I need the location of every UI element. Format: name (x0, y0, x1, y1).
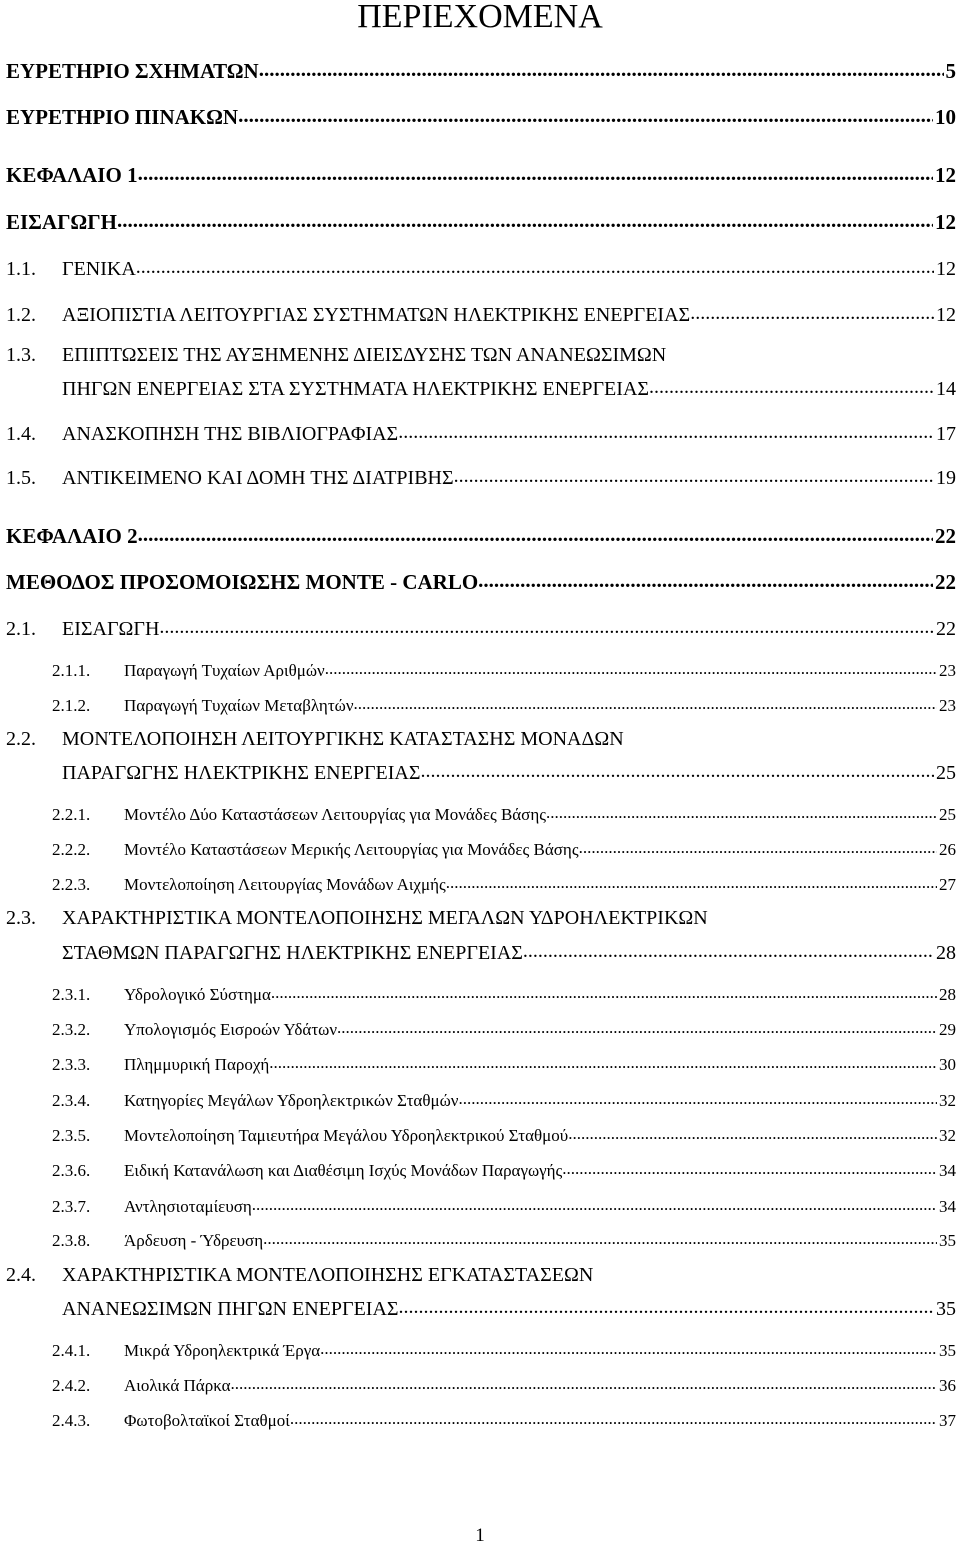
toc-entry-2-3-8[interactable] (52, 1229, 956, 1251)
toc-entry-page: 12 (936, 258, 956, 280)
toc-entry-text: ΑΝΤΙΚΕΙΜΕΝΟ ΚΑΙ ΔΟΜΗ ΤΗΣ ΔΙΑΤΡΙΒΗΣ (62, 467, 454, 489)
toc-leader-dots (562, 1159, 937, 1176)
toc-entry-text: Μικρά Υδροηλεκτρικά Έργα (124, 1341, 321, 1360)
toc-leader-dots (238, 103, 933, 124)
toc-entry-text: ΚΕΦΑΛΑΙΟ 1 (6, 163, 138, 187)
toc-entry-text: Μοντελοποίηση Ταμιευτήρα Μεγάλου Υδροηλεκτρικού Σταθμού (124, 1126, 569, 1145)
toc-entry-number: 2.4.1. (52, 1341, 91, 1360)
toc-entry-2-4-1[interactable] (52, 1339, 956, 1361)
toc-entry-number: 1.4. (6, 423, 36, 445)
toc-entry-number: 2.3.8. (52, 1231, 91, 1250)
toc-entry-text: ΕΥΡΕΤΗΡΙΟ ΣΧΗΜΑΤΩΝ (6, 59, 259, 83)
toc-entry-page: 32 (939, 1091, 956, 1110)
toc-entry-1-1[interactable] (6, 255, 956, 281)
toc-entry-page: 26 (939, 840, 956, 859)
toc-leader-dots (399, 1295, 934, 1315)
toc-entry-2-4-3[interactable] (52, 1409, 956, 1431)
toc-entry-2-2-3[interactable] (52, 873, 956, 895)
toc-entry-2-1[interactable] (6, 615, 956, 641)
toc-entry-1-3[interactable] (62, 375, 956, 401)
toc-entry-page: 37 (939, 1411, 956, 1430)
toc-entry-page: 32 (939, 1126, 956, 1145)
toc-leader-dots (337, 1018, 937, 1035)
toc-entry-text: ΑΝΑΝΕΩΣΙΜΩΝ ΠΗΓΩΝ ΕΝΕΡΓΕΙΑΣ (62, 1298, 399, 1320)
toc-entry-number: 1.1. (6, 258, 36, 280)
toc-entry-number: 2.3.7. (52, 1197, 91, 1216)
toc-entry-text: Μοντέλο Δύο Καταστάσεων Λειτουργίας για Μονάδες Βάσης (124, 805, 546, 824)
toc-leader-dots (259, 57, 944, 78)
toc-entry-page: 22 (935, 570, 956, 594)
toc-entry-page: 23 (939, 696, 956, 715)
toc-entry-page: 19 (936, 467, 956, 489)
toc-entry-2-3-3[interactable] (52, 1053, 956, 1075)
toc-entry-text: Φωτοβολταϊκοί Σταθμοί (124, 1411, 290, 1430)
toc-entry-1-5[interactable] (6, 464, 956, 490)
toc-entry-page: 35 (939, 1341, 956, 1360)
toc-entry-page: 14 (936, 378, 956, 400)
toc-entry-page: 27 (939, 875, 956, 894)
toc-entry-text: Παραγωγή Τυχαίων Αριθμών (124, 661, 325, 680)
toc-leader-dots (269, 1053, 937, 1070)
toc-entry-2-3-6[interactable] (52, 1159, 956, 1181)
toc-entry-page: 25 (939, 805, 956, 824)
toc-entry-2-4-2[interactable] (52, 1374, 956, 1396)
toc-entry-1-4[interactable] (6, 420, 956, 446)
toc-entry-text: ΠΑΡΑΓΩΓΗΣ ΗΛΕΚΤΡΙΚΗΣ ΕΝΕΡΓΕΙΑΣ (62, 762, 421, 784)
toc-entry-number: 2.4. (6, 1264, 36, 1286)
toc-entry-page: 12 (935, 210, 956, 234)
footer-page-number: 1 (475, 1525, 485, 1546)
toc-leader-dots (138, 522, 933, 543)
toc-entry-number: 2.1.1. (52, 661, 91, 680)
toc-entry-number: 2.3.6. (52, 1161, 91, 1180)
toc-entry-text: Υπολογισμός Εισροών Υδάτων (124, 1020, 338, 1039)
toc-leader-dots (398, 420, 934, 440)
toc-entry-page: 35 (936, 1298, 956, 1320)
toc-entry-chapter-1[interactable] (6, 161, 956, 188)
toc-entry-2-2[interactable] (62, 759, 956, 785)
toc-entry-text: Πλημμυρική Παροχή (124, 1055, 270, 1074)
toc-leader-dots (290, 1409, 937, 1426)
page-title: ΠΕΡΙΕΧΟΜΕΝΑ (357, 0, 603, 35)
toc-entry-number: 2.3. (6, 907, 36, 929)
toc-leader-dots (421, 759, 935, 779)
toc-entry-number: 1.3. (6, 344, 36, 366)
toc-entry-page: 36 (939, 1376, 956, 1395)
toc-entry-2-2-1[interactable] (52, 803, 956, 825)
toc-entry-page: 10 (935, 105, 956, 129)
toc-entry-2-4-first-line (6, 1264, 593, 1287)
toc-leader-dots (271, 983, 937, 1000)
toc-entry-number: 2.1.2. (52, 696, 91, 715)
toc-leader-dots (138, 161, 933, 182)
toc-entry-number: 2.3.1. (52, 985, 91, 1004)
toc-leader-dots (458, 1089, 937, 1106)
toc-leader-dots (325, 659, 937, 676)
toc-entry-text-line1: ΜΟΝΤΕΛΟΠΟΙΗΣΗ ΛΕΙΤΟΥΡΓΙΚΗΣ ΚΑΤΑΣΤΑΣΗΣ ΜΟΝΑΔΩΝ (62, 728, 624, 750)
toc-leader-dots (117, 208, 933, 229)
toc-entry-chapter-2[interactable] (6, 522, 956, 549)
toc-entry-number: 2.4.2. (52, 1376, 91, 1395)
toc-entry-2-3-2[interactable] (52, 1018, 956, 1040)
toc-entry-2-2-first-line (6, 728, 624, 751)
toc-entry-text: Αντλησιοταμίευση (124, 1197, 252, 1216)
toc-entry-number: 2.3.5. (52, 1126, 91, 1145)
toc-entry-number: 2.2.3. (52, 875, 91, 894)
toc-entry-list-of-figures[interactable] (6, 57, 956, 84)
toc-entry-text: Ειδική Κατανάλωση και Διαθέσιμη Ισχύς Μονάδων Παραγωγής (124, 1161, 563, 1180)
toc-entry-number: 1.5. (6, 467, 36, 489)
toc-leader-dots (579, 838, 937, 855)
toc-entry-text: ΕΙΣΑΓΩΓΗ (6, 210, 117, 234)
toc-entry-2-3-first-line (6, 907, 708, 930)
toc-entry-2-3-1[interactable] (52, 983, 956, 1005)
toc-leader-dots (263, 1229, 937, 1246)
toc-entry-number: 2.2.1. (52, 805, 91, 824)
toc-entry-1-2[interactable] (6, 301, 956, 327)
toc-entry-text-line1: ΕΠΙΠΤΩΣΕΙΣ ΤΗΣ ΑΥΞΗΜΕΝΗΣ ΔΙΕΙΣΔΥΣΗΣ ΤΩΝ ΑΝΑΝΕΩΣΙΜΩΝ (62, 344, 667, 366)
toc-leader-dots (231, 1374, 937, 1391)
toc-entry-text: Άρδευση - Ύδρευση (124, 1231, 264, 1250)
toc-entry-text: Μοντέλο Καταστάσεων Μερικής Λειτουργίας για Μονάδες Βάσης (124, 840, 579, 859)
toc-entry-page: 30 (939, 1055, 956, 1074)
toc-entry-text: Παραγωγή Τυχαίων Μεταβλητών (124, 696, 354, 715)
toc-leader-dots (649, 375, 934, 395)
toc-entry-1-3-first-line (6, 344, 666, 367)
toc-entry-page: 25 (936, 762, 956, 784)
toc-entry-number: 2.4.3. (52, 1411, 91, 1430)
toc-leader-dots (523, 939, 934, 959)
toc-entry-number: 2.2. (6, 728, 36, 750)
toc-entry-text: ΑΝΑΣΚΟΠΗΣΗ ΤΗΣ ΒΙΒΛΙΟΓΡΑΦΙΑΣ (62, 423, 399, 445)
toc-entry-page: 17 (936, 423, 956, 445)
toc-entry-2-3[interactable] (62, 939, 956, 965)
toc-leader-dots (159, 615, 934, 635)
toc-leader-dots (252, 1195, 937, 1212)
toc-entry-text: ΕΙΣΑΓΩΓΗ (62, 618, 160, 640)
toc-entry-number: 2.2.2. (52, 840, 91, 859)
toc-leader-dots (690, 301, 934, 321)
toc-entry-2-3-4[interactable] (52, 1089, 956, 1111)
toc-entry-2-4[interactable] (62, 1295, 956, 1321)
toc-entry-page: 34 (939, 1161, 956, 1180)
toc-entry-2-2-2[interactable] (52, 838, 956, 860)
toc-entry-text: ΠΗΓΩΝ ΕΝΕΡΓΕΙΑΣ ΣΤΑ ΣΥΣΤΗΜΑΤΑ ΗΛΕΚΤΡΙΚΗΣ ΕΝΕΡΓΕΙΑΣ (62, 378, 650, 400)
toc-entry-page: 5 (945, 59, 956, 83)
toc-entry-page: 35 (939, 1231, 956, 1250)
toc-entry-page: 12 (935, 163, 956, 187)
toc-entry-number: 1.2. (6, 304, 36, 326)
toc-entry-introduction[interactable] (6, 208, 956, 235)
toc-entry-page: 12 (936, 304, 956, 326)
toc-entry-text: ΣΤΑΘΜΩΝ ΠΑΡΑΓΩΓΗΣ ΗΛΕΚΤΡΙΚΗΣ ΕΝΕΡΓΕΙΑΣ (62, 942, 523, 964)
toc-leader-dots (546, 803, 937, 820)
toc-entry-text: ΑΞΙΟΠΙΣΤΙΑ ΛΕΙΤΟΥΡΓΙΑΣ ΣΥΣΤΗΜΑΤΩΝ ΗΛΕΚΤΡΙΚΗΣ ΕΝΕΡΓΕΙΑΣ (62, 304, 691, 326)
toc-entry-text-line1: ΧΑΡΑΚΤΗΡΙΣΤΙΚΑ ΜΟΝΤΕΛΟΠΟΙΗΣΗΣ ΕΓΚΑΤΑΣΤΑΣΕΩΝ (62, 1264, 594, 1286)
toc-entry-2-3-5[interactable] (52, 1124, 956, 1146)
toc-entry-text: Κατηγορίες Μεγάλων Υδροηλεκτρικών Σταθμών (124, 1091, 459, 1110)
toc-entry-text: ΕΥΡΕΤΗΡΙΟ ΠΙΝΑΚΩΝ (6, 105, 239, 129)
toc-entry-page: 34 (939, 1197, 956, 1216)
toc-entry-text-line1: ΧΑΡΑΚΤΗΡΙΣΤΙΚΑ ΜΟΝΤΕΛΟΠΟΙΗΣΗΣ ΜΕΓΑΛΩΝ ΥΔΡΟΗΛΕΚΤΡΙΚΩΝ (62, 907, 708, 929)
toc-entry-page: 28 (939, 985, 956, 1004)
toc-entry-text: ΜΕΘΟΔΟΣ ΠΡΟΣΟΜΟΙΩΣΗΣ MONTE - CARLO (6, 570, 479, 594)
toc-leader-dots (446, 873, 937, 890)
toc-entry-text: ΓΕΝΙΚΑ (62, 258, 136, 280)
toc-leader-dots (454, 464, 934, 484)
toc-leader-dots (136, 255, 934, 275)
toc-entry-text: Αιολικά Πάρκα (124, 1376, 231, 1395)
toc-leader-dots (568, 1124, 937, 1141)
toc-entry-2-1-2[interactable] (52, 694, 956, 716)
toc-entry-number: 2.1. (6, 618, 36, 640)
toc-entry-number: 2.3.2. (52, 1020, 91, 1039)
toc-entry-2-1-1[interactable] (52, 659, 956, 681)
toc-entry-page: 22 (935, 524, 956, 548)
toc-leader-dots (478, 568, 933, 589)
toc-entry-text: Μοντελοποίηση Λειτουργίας Μονάδων Αιχμής (124, 875, 446, 894)
toc-entry-page: 29 (939, 1020, 956, 1039)
toc-entry-text: Υδρολογικό Σύστημα (124, 985, 271, 1004)
toc-entry-monte-carlo[interactable] (6, 568, 956, 595)
toc-leader-dots (320, 1339, 937, 1356)
toc-entry-list-of-tables[interactable] (6, 103, 956, 130)
toc-entry-number: 2.3.4. (52, 1091, 91, 1110)
toc-entry-2-3-7[interactable] (52, 1195, 956, 1217)
toc-entry-text: ΚΕΦΑΛΑΙΟ 2 (6, 524, 138, 548)
toc-leader-dots (354, 694, 937, 711)
toc-entry-number: 2.3.3. (52, 1055, 91, 1074)
toc-entry-page: 22 (936, 618, 956, 640)
toc-entry-page: 28 (936, 942, 956, 964)
toc-entry-page: 23 (939, 661, 956, 680)
